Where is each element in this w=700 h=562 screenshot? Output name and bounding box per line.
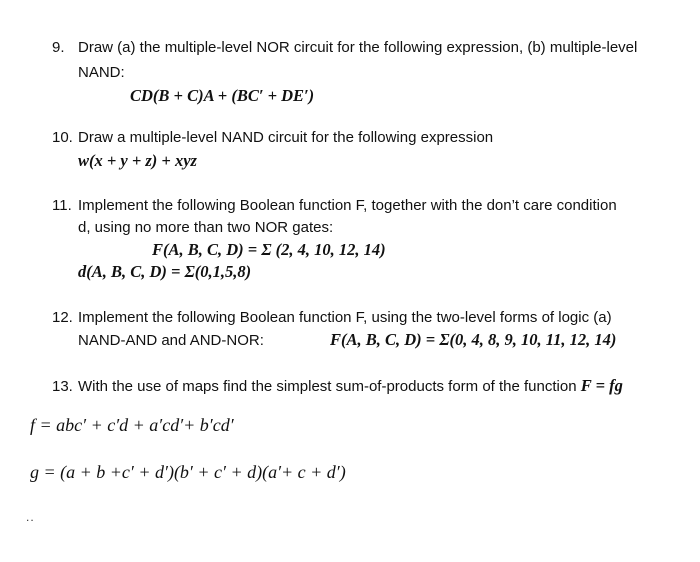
problem-9-number: 9. [52,39,65,56]
problem-10-text-1: Draw a multiple-level NAND circuit for the following expression [78,129,494,146]
problem-10-number: 10. [52,129,73,146]
problem-10-line-1 [52,130,493,145]
problem-11-line-1 [52,198,617,213]
problem-12-function: F(A, B, C, D) = Σ(0, 4, 8, 9, 10, 11, 12, 14) [330,330,617,349]
problem-9-line-1 [52,40,637,55]
problem-9-expression: CD(B + C)A + (BC′ + DE′) [130,86,315,105]
problem-9-line-2: NAND: [78,64,125,81]
problem-11-line-2: d, using no more than two NOR gates: [78,219,334,236]
problem-10-expression: w(x + y + z) + xyz [78,151,197,170]
f-expression: f = abc′ + c′d + a′cd′+ b′cd′ [30,415,234,435]
problem-11-text-1: Implement the following Boolean function F, together with the don’t care condition [78,197,617,214]
problem-12-text-1: Implement the following Boolean function F, using the two-level forms of logic (a) [78,309,612,326]
problem-11-dont-care: d(A, B, C, D) = Σ(0,1,5,8) [78,262,252,281]
problem-9-text-1: Draw (a) the multiple-level NOR circuit for the following expression, (b) multiple-level [78,39,638,56]
problem-12-line-1 [52,310,612,325]
problem-12-number: 12. [52,309,73,326]
problem-11-number: 11. [52,197,72,214]
problem-12-line-2: NAND-AND and AND-NOR: [78,332,264,349]
problem-13-function: F = fg [580,376,623,395]
trailing-marks: .. [26,510,35,524]
problem-13-number: 13. [52,378,73,395]
problem-11-function: F(A, B, C, D) = Σ (2, 4, 10, 12, 14) [152,240,386,259]
g-expression: g = (a + b +c′ + d′)(b′ + c′ + d)(a′+ c + d′) [30,462,346,482]
problem-13-line-1 [52,378,623,395]
problem-13-text-1: With the use of maps find the simplest sum-of-products form of the function [78,378,581,395]
